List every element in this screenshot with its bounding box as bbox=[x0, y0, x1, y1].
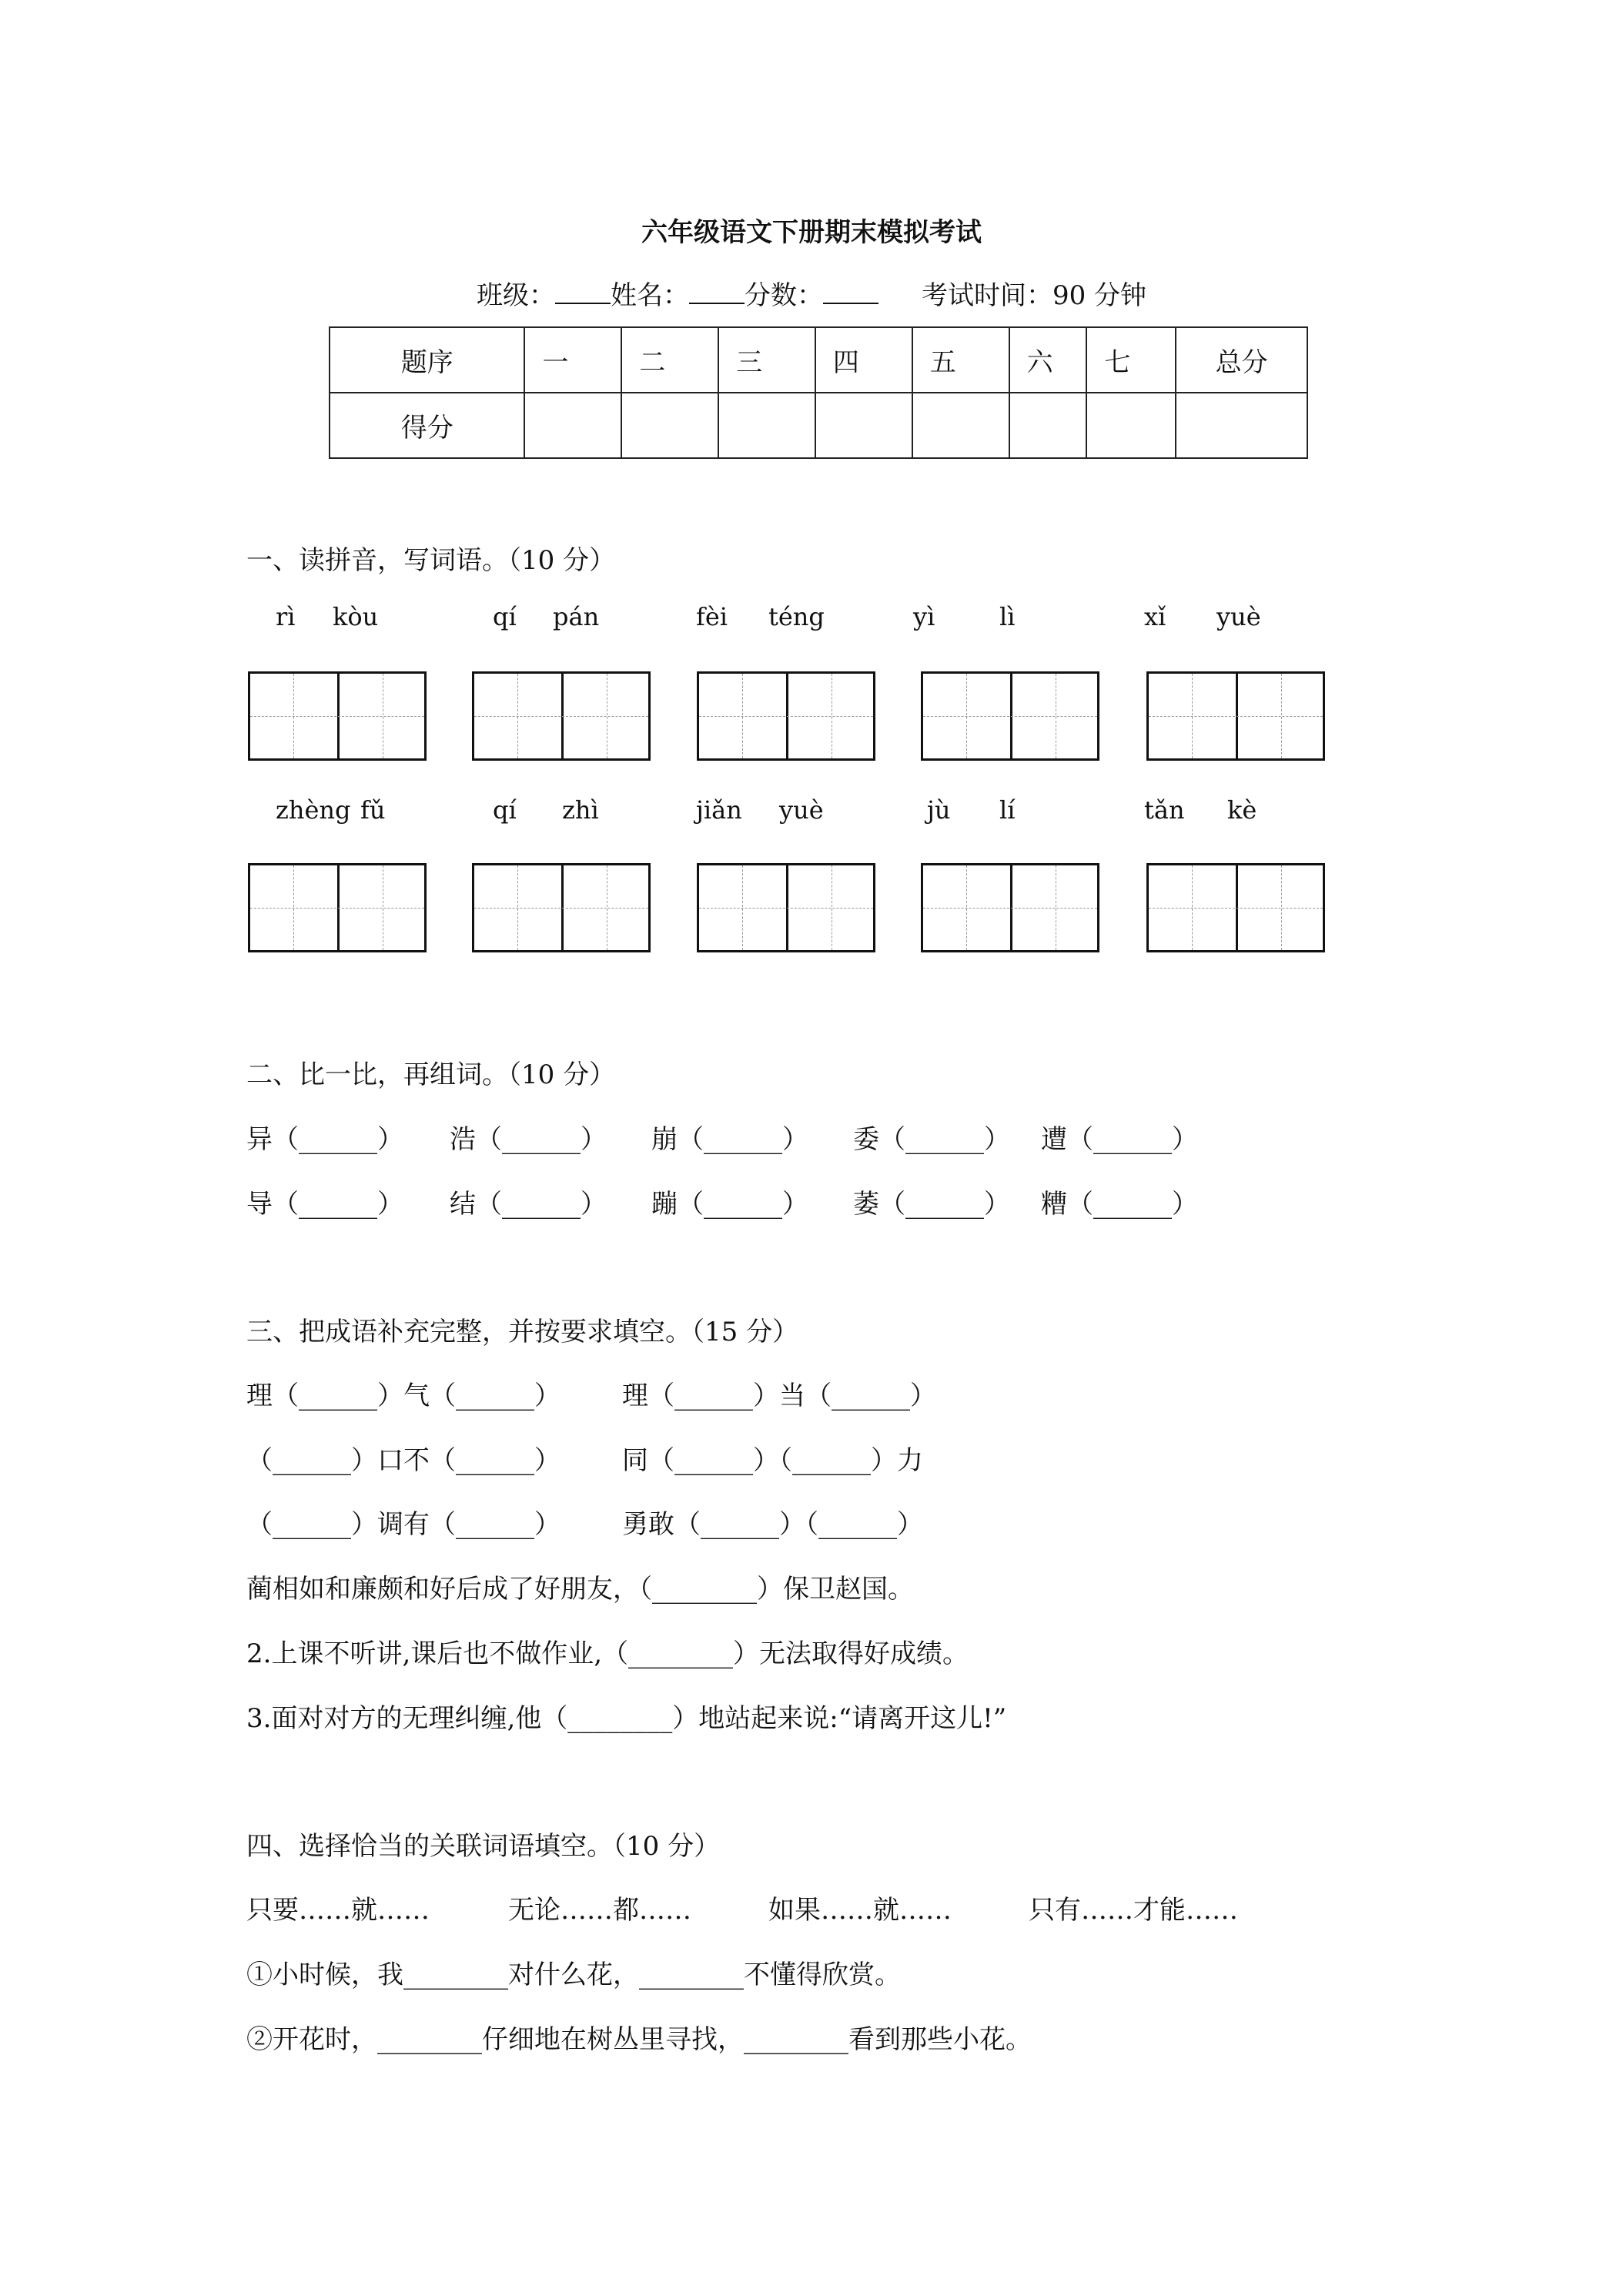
fill-question: ①小时候，我________对什么花，________不懂得欣赏。 bbox=[246, 1960, 901, 1990]
pinyin: jiǎn bbox=[696, 795, 742, 825]
fill-question: 2.上课不听讲,课后也不做作业,（________）无法取得好成绩。 bbox=[246, 1638, 969, 1669]
writing-grid[interactable] bbox=[1146, 671, 1325, 761]
compare-item: 浩（______） bbox=[450, 1124, 607, 1155]
fill-question: 蔺相如和廉颇和好后成了好朋友，（________）保卫赵国。 bbox=[246, 1574, 914, 1605]
pinyin: xǐ bbox=[1144, 602, 1166, 631]
pinyin: tǎn bbox=[1144, 795, 1185, 825]
pinyin: qí bbox=[493, 795, 517, 825]
name-blank[interactable] bbox=[689, 281, 745, 304]
table-cell: 七 bbox=[1086, 327, 1176, 393]
page-title: 六年级语文下册期末模拟考试 bbox=[641, 217, 982, 248]
compare-item: 委（______） bbox=[853, 1124, 1010, 1155]
writing-grid[interactable] bbox=[472, 671, 651, 761]
exam-info bbox=[0, 274, 1623, 312]
section-1-heading: 一、读拼音，写词语。（10 分） bbox=[246, 545, 616, 576]
class-blank[interactable] bbox=[555, 281, 611, 304]
score-cell[interactable] bbox=[1009, 393, 1087, 458]
name-label: 姓名： bbox=[610, 280, 689, 311]
pinyin: lí bbox=[999, 795, 1016, 825]
fill-question: ②开花时，________仔细地在树丛里寻找，________看到那些小花。 bbox=[246, 2024, 1032, 2055]
writing-grid[interactable] bbox=[697, 671, 875, 761]
idiom-item: （______）调有（______） bbox=[246, 1509, 561, 1540]
score-cell[interactable] bbox=[718, 393, 815, 458]
table-row bbox=[330, 327, 1307, 393]
score-cell[interactable] bbox=[524, 393, 621, 458]
compare-item: 结（______） bbox=[450, 1189, 607, 1220]
table-cell: 六 bbox=[1009, 327, 1087, 393]
table-cell: 三 bbox=[718, 327, 815, 393]
option-item: 只有……才能…… bbox=[1029, 1895, 1238, 1926]
pinyin: yuè bbox=[1216, 602, 1261, 631]
writing-grid[interactable] bbox=[248, 671, 427, 761]
pinyin: jù bbox=[927, 795, 951, 825]
pinyin: yì bbox=[913, 602, 935, 631]
compare-item: 异（______） bbox=[246, 1124, 403, 1155]
compare-item: 导（______） bbox=[246, 1189, 403, 1220]
table-cell: 二 bbox=[621, 327, 718, 393]
score-cell[interactable] bbox=[912, 393, 1009, 458]
compare-item: 蹦（______） bbox=[651, 1189, 808, 1220]
table-cell: 四 bbox=[815, 327, 912, 393]
score-cell[interactable] bbox=[1176, 393, 1307, 458]
pinyin: fǔ bbox=[360, 795, 386, 825]
idiom-item: 理（______）当（______） bbox=[622, 1381, 936, 1411]
compare-item: 萎（______） bbox=[853, 1189, 1010, 1220]
score-label: 分数： bbox=[744, 280, 823, 311]
pinyin: rì bbox=[276, 602, 296, 631]
writing-grid[interactable] bbox=[1146, 863, 1325, 952]
pinyin: kòu bbox=[333, 602, 379, 631]
section-3-heading: 三、把成语补充完整，并按要求填空。（15 分） bbox=[246, 1317, 799, 1347]
pinyin: fèi bbox=[696, 602, 728, 631]
idiom-item: 理（______）气（______） bbox=[246, 1381, 561, 1411]
score-cell[interactable] bbox=[1086, 393, 1176, 458]
idiom-item: 同（______）（______）力 bbox=[622, 1445, 923, 1476]
pinyin: téng bbox=[768, 602, 825, 631]
pinyin: lì bbox=[999, 602, 1016, 631]
writing-grid[interactable] bbox=[248, 863, 427, 952]
time-label: 考试时间：90 分钟 bbox=[921, 280, 1147, 311]
table-row bbox=[330, 393, 1307, 458]
option-item: 无论……都…… bbox=[508, 1895, 691, 1926]
pinyin: yuè bbox=[779, 795, 824, 825]
section-4-heading: 四、选择恰当的关联词语填空。（10 分） bbox=[246, 1831, 721, 1862]
compare-item: 崩（______） bbox=[651, 1124, 808, 1155]
table-cell: 总分 bbox=[1176, 327, 1307, 393]
pinyin: qí bbox=[493, 602, 517, 631]
score-cell[interactable] bbox=[621, 393, 718, 458]
compare-item: 遭（______） bbox=[1041, 1124, 1198, 1155]
table-cell: 得分 bbox=[330, 393, 524, 458]
writing-grid[interactable] bbox=[921, 671, 1099, 761]
table-cell: 一 bbox=[524, 327, 621, 393]
option-item: 如果……就…… bbox=[768, 1895, 952, 1926]
compare-item: 糟（______） bbox=[1041, 1189, 1198, 1220]
score-cell[interactable] bbox=[815, 393, 912, 458]
score-blank[interactable] bbox=[823, 281, 878, 304]
fill-question: 3.面对对方的无理纠缠,他（________）地站起来说:“请离开这儿!” bbox=[246, 1703, 1007, 1734]
pinyin: kè bbox=[1227, 795, 1257, 825]
table-cell: 题序 bbox=[330, 327, 524, 393]
pinyin: zhì bbox=[562, 795, 599, 825]
class-label: 班级： bbox=[476, 280, 555, 311]
writing-grid[interactable] bbox=[697, 863, 875, 952]
writing-grid[interactable] bbox=[921, 863, 1099, 952]
writing-grid[interactable] bbox=[472, 863, 651, 952]
score-table bbox=[329, 326, 1308, 459]
section-2-heading: 二、比一比，再组词。（10 分） bbox=[246, 1059, 616, 1090]
idiom-item: （______）口不（______） bbox=[246, 1445, 561, 1476]
table-cell: 五 bbox=[912, 327, 1009, 393]
pinyin: zhèng bbox=[276, 795, 351, 825]
option-item: 只要……就…… bbox=[246, 1895, 430, 1926]
idiom-item: 勇敢（______）（______） bbox=[622, 1509, 923, 1540]
pinyin: pán bbox=[553, 602, 600, 631]
